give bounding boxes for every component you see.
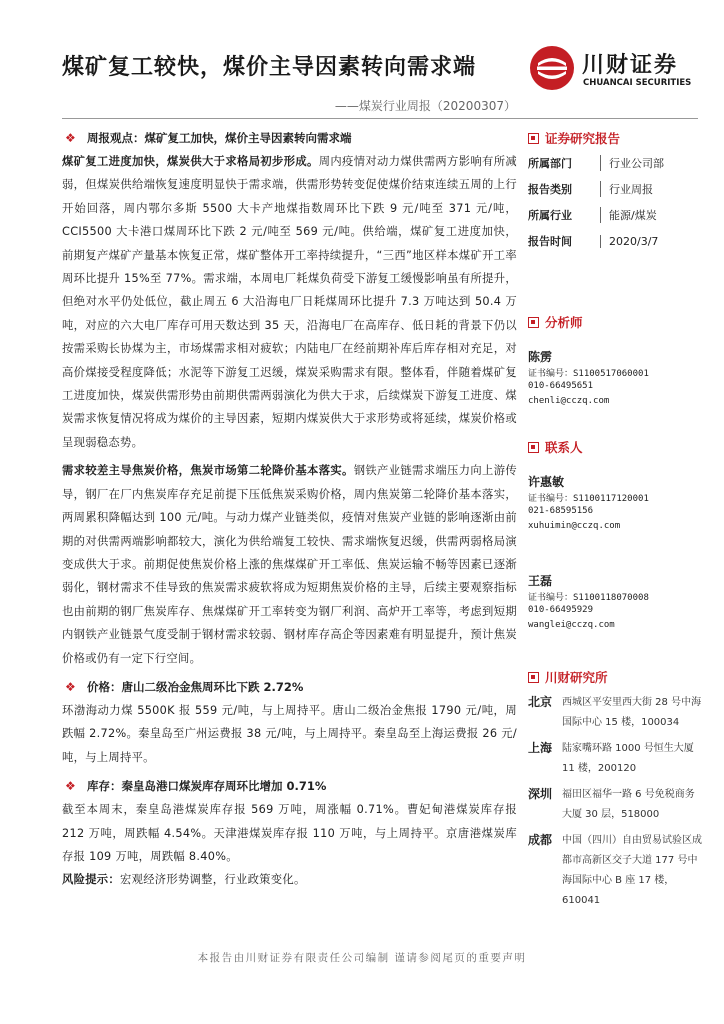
contacts-heading: 联系人 xyxy=(528,435,703,459)
analyst-heading: 分析师 xyxy=(528,310,703,334)
weekly-view-paragraph-2: 需求较差主导焦炭价格，焦炭市场第二轮降价基本落实。钢铁产业链需求端压力向上游传导，钢厂在厂内焦炭库存充足前提下压低焦炭采购价格，周内焦炭第二轮降价基本落实，两周累积降幅达到 100 元/吨。与动力煤产业链类似，疫情对焦炭产业链的影响逐渐由前期的对供需两端影响都较大，演化为供给端复工较快、需求端恢复迟缓，供需两弱格局演变成供大于求。前期促使焦炭价格上涨的焦煤煤矿开工率低、焦炭运输不畅等因素已逐渐弱化，钢材需求不佳导致的焦炭需求疲软将成为短期焦炭价格的主导，后续主要观察指标也由前期的钢厂焦炭库存、焦煤煤矿开工率转变为钢厂利润、高炉开工率等，考虑到短期内钢铁产业链景气度受制于钢材需求较弱、钢材库存高企等因素难有明显提升，预计焦炭价格或仍有一定下行空间。 xyxy=(62,464,517,665)
weekly-view-paragraph-1: 煤矿复工进度加快，煤炭供大于求格局初步形成。周内疫情对动力煤供需两方影响有所减弱，但煤炭供给端恢复速度明显快于需求端，供需形势转变促使煤价结束连续五周的上行开始回落，周内鄂尔多斯 5500 大卡产地煤指数周环比下跌 9 元/吨至 371 元/吨，CCI5500 大卡港口煤周环比下跌 2 元/吨至 569 元/吨。供给端，煤矿复工进度加快，前期复产煤矿产量基本恢复正常，煤矿整体开工率持续提升，“三西”地区样本煤矿开工率周环比提升 15%至 77%。需求端，本周电厂耗煤负荷受下游复工缓慢影响虽有所提升，但绝对水平仍处低位，截止周五 6 大沿海电厂日耗煤周环比提升 7.3 万吨达到 50.4 万吨，对应的六大电厂库存可用天数达到 35 天，沿海电厂在高库存、低日耗的背景下仍以按需采购长协煤为主，市场煤需求相对疲软；内陆电厂在经前期补库后库存相对充足，对高价煤接受程度降低；水泥等下游复工迟缓，煤炭采购需求有限。整体看，伴随着煤矿复工进度加快，煤炭供需形势由前期供需两弱演化为供大于求，后续煤炭下游复工进度、煤炭需求恢复情况将成为煤价的主导因素，短期内煤炭供大于求形势或将延续，煤炭价格或呈现弱稳态势。 xyxy=(62,155,517,449)
weekly-view-heading: ❖ 周报观点：煤矿复工加快，煤价主导因素转向需求端 xyxy=(65,131,352,145)
report-info-heading: 证券研究报告 xyxy=(528,126,703,150)
header-divider xyxy=(62,118,698,119)
office-entry: 成都 中国（四川）自由贸易试验区成都市高新区交子大道 177 号中海国际中心 B 座 17 楼，610041 xyxy=(528,833,702,906)
inventory-paragraph: 截至本周末，秦皇岛港煤炭库存报 569 万吨，周涨幅 0.71%。曹妃甸港煤炭库存报 212 万吨，周跌幅 4.54%。天津港煤炭库存报 110 万吨，与上周持平。京唐港煤炭库存报 109 万吨，周跌幅 8.40%。 xyxy=(62,803,517,863)
diamond-bullet-icon: ❖ xyxy=(65,131,76,145)
logo-name-en: CHUANCAI SECURITIES xyxy=(583,78,692,88)
company-logo xyxy=(528,44,698,100)
price-heading: ❖ 价格：唐山二级冶金焦周环比下跌 2.72% xyxy=(65,679,304,694)
contact-email[interactable]: wanglei@cczq.com xyxy=(528,620,615,630)
contact-email[interactable]: xuhuimin@cczq.com xyxy=(528,521,621,531)
office-entry: 北京 西城区平安里西大街 28 号中海国际中心 15 楼，100034 xyxy=(528,695,702,728)
analyst-name: 陈雳 xyxy=(528,350,553,364)
contact-phone: 021-68595156 xyxy=(528,506,594,516)
analyst-cert: 证书编号：S1100517060001 xyxy=(528,369,649,379)
sidebar xyxy=(528,126,703,917)
contact-name: 许惠敏 xyxy=(528,475,565,489)
office-entry: 深圳 福田区福华一路 6 号免税商务大厦 30 层，518000 xyxy=(528,787,695,820)
section-square-icon xyxy=(528,317,539,328)
info-row: 报告时间 2020/3/7 xyxy=(528,234,659,248)
logo-name-cn: 川财证券 xyxy=(582,53,679,78)
chuancai-logo-icon xyxy=(528,44,576,92)
contact-phone: 010-66495929 xyxy=(528,605,594,615)
contact-name: 王磊 xyxy=(528,574,553,588)
info-row: 所属部门 行业公司部 xyxy=(528,157,664,170)
price-paragraph: 环渤海动力煤 5500K 报 559 元/吨，与上周持平。唐山二级冶金焦报 1790 元/吨，周跌幅 2.72%。秦皇岛至广州运费报 38 元/吨，与上周持平。秦皇岛至上海运费报 26 元/吨，与上周持平。 xyxy=(62,703,517,764)
report-subtitle: ——煤炭行业周报（20200307） xyxy=(334,99,516,113)
section-square-icon xyxy=(528,672,539,683)
contact-cert: 证书编号：S1100117120001 xyxy=(528,494,649,504)
institute-heading: 川财研究所 xyxy=(528,665,703,689)
analyst-email[interactable]: chenli@cczq.com xyxy=(528,396,610,406)
inventory-heading: ❖ 库存：秦皇岛港口煤炭库存周环比增加 0.71% xyxy=(65,779,327,794)
diamond-bullet-icon: ❖ xyxy=(65,779,76,794)
office-entry: 上海 陆家嘴环路 1000 号恒生大厦 11 楼，200120 xyxy=(528,741,694,774)
section-square-icon xyxy=(528,133,539,144)
main-column xyxy=(62,126,517,892)
report-title: 煤矿复工较快，煤价主导因素转向需求端 xyxy=(62,55,477,80)
info-row: 报告类别 行业周报 xyxy=(528,183,653,196)
analyst-phone: 010-66495651 xyxy=(528,381,594,391)
section-square-icon xyxy=(528,442,539,453)
footer-disclaimer: 本报告由川财证券有限责任公司编制 谨请参阅尾页的重要声明 xyxy=(197,952,527,964)
info-row: 所属行业 能源/煤炭 xyxy=(528,209,657,222)
diamond-bullet-icon: ❖ xyxy=(65,679,76,694)
risk-paragraph: 风险提示：宏观经济形势调整，行业政策变化。 xyxy=(62,873,306,887)
contact-cert: 证书编号：S1100118070008 xyxy=(528,593,649,603)
